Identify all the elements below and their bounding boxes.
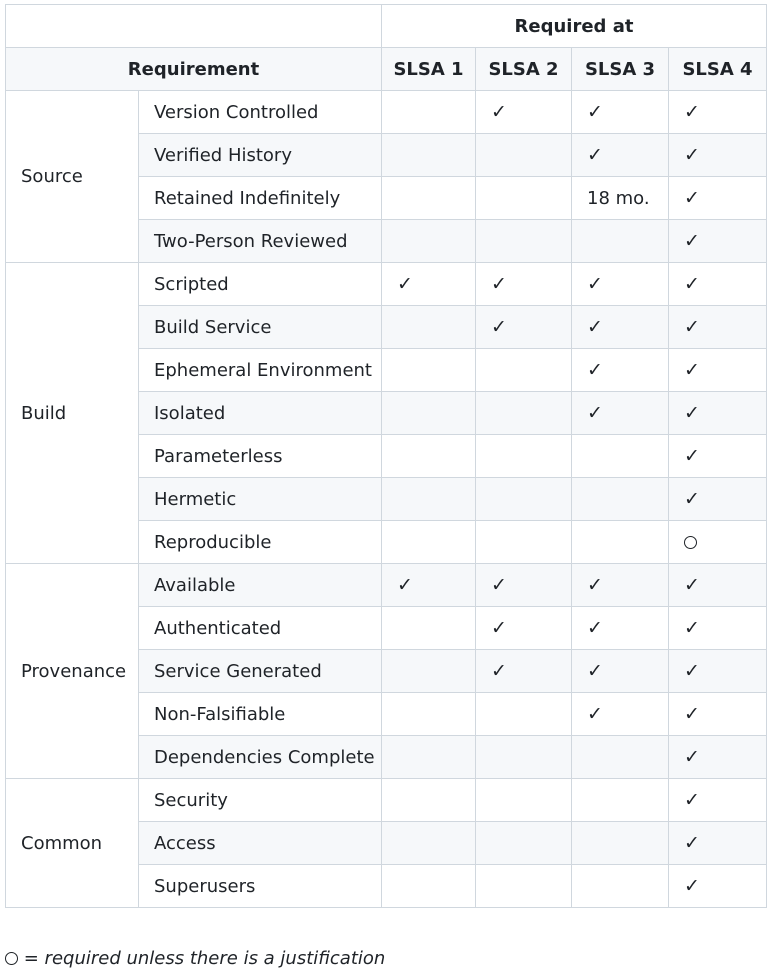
level-cell-empty [476, 220, 572, 263]
check-icon: ✓ [587, 316, 603, 338]
level-cell-empty [382, 607, 476, 650]
level-cell-empty [572, 478, 669, 521]
level-cell-empty [382, 693, 476, 736]
level-cell [382, 564, 476, 607]
level-cell-empty [572, 220, 669, 263]
level-cell-text: 18 mo. [572, 177, 669, 220]
level-cell [669, 865, 767, 908]
header-row-1 [6, 5, 767, 48]
level-cell-empty [382, 134, 476, 177]
level-heading-slsa-2: SLSA 2 [476, 48, 572, 91]
check-icon: ✓ [491, 101, 507, 123]
check-icon: ✓ [684, 617, 700, 639]
level-cell [476, 263, 572, 306]
circle-icon [684, 536, 697, 549]
requirement-name-cell: Access [139, 822, 382, 865]
check-icon: ✓ [587, 574, 603, 596]
level-cell-empty [476, 134, 572, 177]
check-icon: ✓ [684, 144, 700, 166]
level-cell [669, 306, 767, 349]
check-icon: ✓ [684, 746, 700, 768]
level-cell-empty [382, 91, 476, 134]
check-icon: ✓ [684, 832, 700, 854]
check-icon: ✓ [587, 617, 603, 639]
table-row [6, 91, 767, 134]
level-cell [572, 650, 669, 693]
requirement-name-cell: Non-Falsifiable [139, 693, 382, 736]
level-cell [669, 478, 767, 521]
table-row [6, 779, 767, 822]
level-cell [476, 91, 572, 134]
level-cell [669, 564, 767, 607]
header-row-2 [6, 48, 767, 91]
level-cell [572, 693, 669, 736]
table-body [6, 91, 767, 908]
level-cell-empty [382, 220, 476, 263]
level-cell-empty [476, 478, 572, 521]
check-icon: ✓ [491, 316, 507, 338]
requirement-heading: Requirement [6, 48, 382, 91]
level-cell-empty [382, 736, 476, 779]
requirement-name-cell: Hermetic [139, 478, 382, 521]
check-icon: ✓ [397, 574, 413, 596]
check-icon: ✓ [684, 101, 700, 123]
circle-icon [5, 952, 18, 965]
level-cell-empty [476, 865, 572, 908]
level-cell [572, 91, 669, 134]
requirement-name-cell: Isolated [139, 392, 382, 435]
level-cell-empty [476, 349, 572, 392]
level-cell-empty [476, 822, 572, 865]
level-cell [572, 263, 669, 306]
level-cell [572, 306, 669, 349]
level-cell-empty [382, 349, 476, 392]
level-cell [572, 607, 669, 650]
level-cell [669, 607, 767, 650]
requirement-name-cell: Dependencies Complete [139, 736, 382, 779]
level-heading-slsa-1: SLSA 1 [382, 48, 476, 91]
level-cell-empty [572, 822, 669, 865]
header-empty-cell [6, 5, 382, 48]
level-cell-empty [382, 779, 476, 822]
check-icon: ✓ [684, 574, 700, 596]
level-cell-empty [382, 650, 476, 693]
level-cell [669, 134, 767, 177]
level-cell-empty [476, 779, 572, 822]
level-cell-empty [382, 865, 476, 908]
level-cell-empty [382, 521, 476, 564]
level-cell [476, 306, 572, 349]
check-icon: ✓ [684, 703, 700, 725]
level-cell-empty [572, 865, 669, 908]
level-cell-empty [382, 478, 476, 521]
requirements-table [5, 4, 767, 908]
level-cell [382, 263, 476, 306]
check-icon: ✓ [587, 273, 603, 295]
level-cell [476, 650, 572, 693]
requirement-name-cell: Superusers [139, 865, 382, 908]
required-at-heading: Required at [382, 5, 767, 48]
level-cell-empty [382, 392, 476, 435]
level-cell-empty [476, 177, 572, 220]
requirement-name-cell: Security [139, 779, 382, 822]
table-row [6, 263, 767, 306]
level-cell-empty [382, 435, 476, 478]
level-cell-empty [572, 435, 669, 478]
level-cell-empty [572, 521, 669, 564]
level-cell [572, 349, 669, 392]
footnote [5, 948, 385, 969]
check-icon: ✓ [684, 875, 700, 897]
check-icon: ✓ [684, 660, 700, 682]
level-cell-empty [382, 822, 476, 865]
level-heading-slsa-4: SLSA 4 [669, 48, 767, 91]
check-icon: ✓ [491, 617, 507, 639]
category-cell: Provenance [6, 564, 139, 779]
table-header [6, 5, 767, 91]
check-icon: ✓ [491, 273, 507, 295]
level-cell-empty [476, 693, 572, 736]
category-cell: Source [6, 91, 139, 263]
level-cell [669, 693, 767, 736]
level-cell-empty [382, 306, 476, 349]
level-cell [669, 263, 767, 306]
check-icon: ✓ [491, 574, 507, 596]
level-cell [669, 822, 767, 865]
level-heading-slsa-3: SLSA 3 [572, 48, 669, 91]
check-icon: ✓ [491, 660, 507, 682]
requirement-name-cell: Version Controlled [139, 91, 382, 134]
requirement-name-cell: Ephemeral Environment [139, 349, 382, 392]
level-cell [669, 435, 767, 478]
check-icon: ✓ [587, 359, 603, 381]
requirement-name-cell: Build Service [139, 306, 382, 349]
requirement-name-cell: Service Generated [139, 650, 382, 693]
check-icon: ✓ [587, 660, 603, 682]
requirement-name-cell: Two-Person Reviewed [139, 220, 382, 263]
requirement-name-cell: Verified History [139, 134, 382, 177]
level-cell [669, 349, 767, 392]
requirement-name-cell: Reproducible [139, 521, 382, 564]
level-cell [476, 607, 572, 650]
level-cell-empty [476, 736, 572, 779]
category-cell: Common [6, 779, 139, 908]
check-icon: ✓ [684, 488, 700, 510]
level-cell [669, 177, 767, 220]
footnote-text: = required unless there is a justification [23, 948, 386, 969]
check-icon: ✓ [684, 273, 700, 295]
level-cell-empty [572, 736, 669, 779]
level-cell [669, 779, 767, 822]
level-cell [669, 220, 767, 263]
requirement-name-cell: Parameterless [139, 435, 382, 478]
level-cell [572, 564, 669, 607]
check-icon: ✓ [684, 316, 700, 338]
check-icon: ✓ [684, 230, 700, 252]
requirement-name-cell: Retained Indefinitely [139, 177, 382, 220]
level-cell [572, 134, 669, 177]
check-icon: ✓ [587, 144, 603, 166]
check-icon: ✓ [684, 789, 700, 811]
check-icon: ✓ [684, 445, 700, 467]
level-cell [572, 392, 669, 435]
check-icon: ✓ [397, 273, 413, 295]
level-cell-empty [476, 435, 572, 478]
check-icon: ✓ [684, 187, 700, 209]
level-cell-empty [572, 779, 669, 822]
check-icon: ✓ [587, 703, 603, 725]
category-cell: Build [6, 263, 139, 564]
level-cell-empty [476, 392, 572, 435]
check-icon: ✓ [587, 101, 603, 123]
level-cell-empty [476, 521, 572, 564]
requirement-name-cell: Scripted [139, 263, 382, 306]
level-cell [669, 736, 767, 779]
level-cell [669, 91, 767, 134]
level-cell [476, 564, 572, 607]
check-icon: ✓ [587, 402, 603, 424]
level-cell [669, 392, 767, 435]
level-cell-empty [382, 177, 476, 220]
level-cell [669, 521, 767, 564]
check-icon: ✓ [684, 402, 700, 424]
check-icon: ✓ [684, 359, 700, 381]
requirement-name-cell: Available [139, 564, 382, 607]
table-row [6, 564, 767, 607]
requirement-name-cell: Authenticated [139, 607, 382, 650]
level-cell [669, 650, 767, 693]
